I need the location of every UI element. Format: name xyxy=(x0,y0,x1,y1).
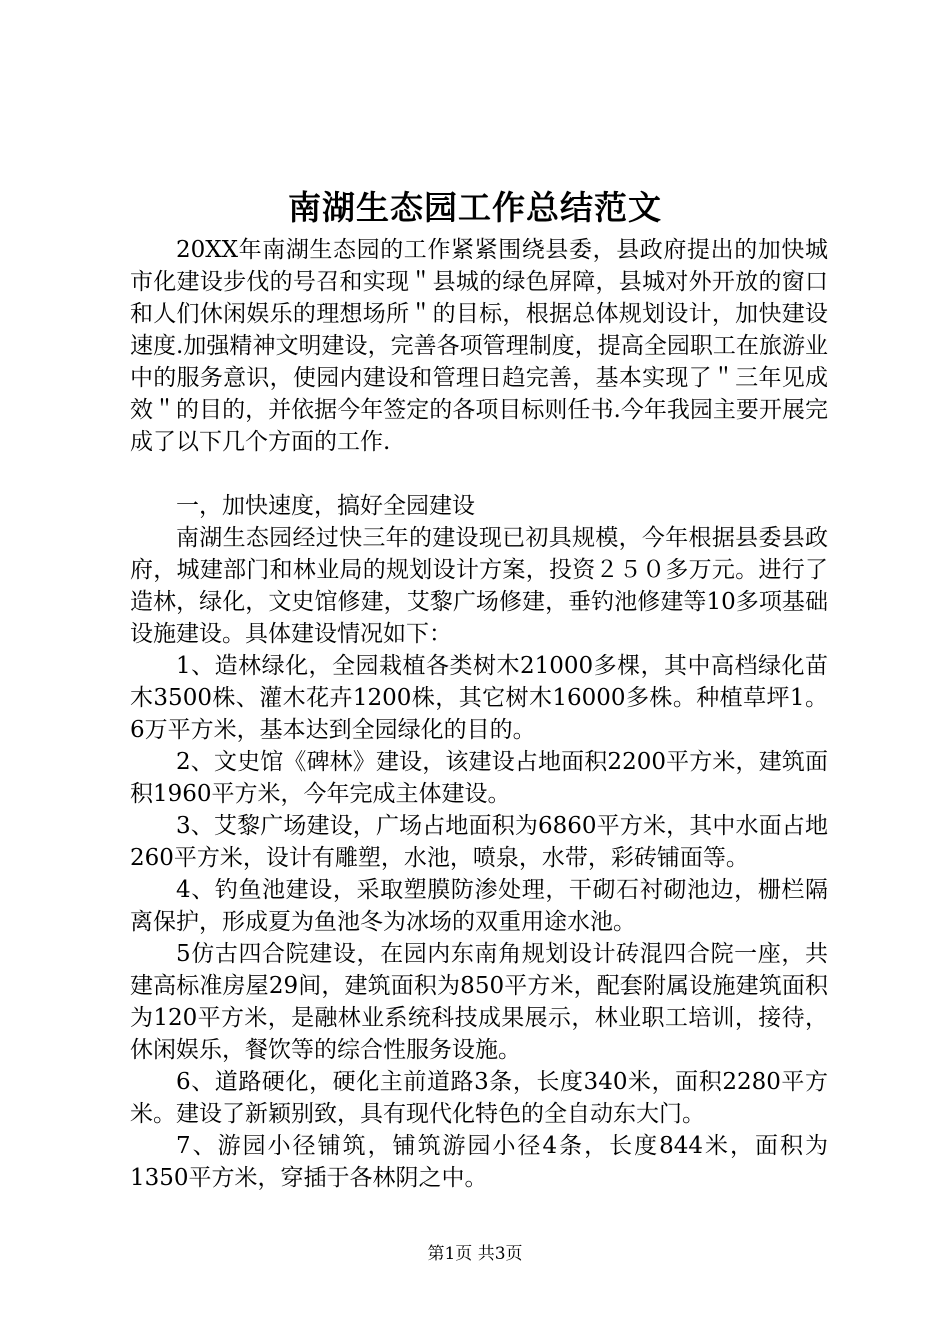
list-item: 4、钓鱼池建设，采取塑膜防渗处理，干砌石衬砌池边，栅栏隔离保护，形成夏为鱼池冬为冰场的双重用途水池。 xyxy=(130,877,828,935)
section-paragraph: 南湖生态园经过快三年的建设现已初具规模，今年根据县委县政府，城建部门和林业局的规划设计方案，投资２５０多万元。进行了造林，绿化，文史馆修建，艾黎广场修建，垂钓池修建等10多项基础设施建设。具体建设情况如下： xyxy=(130,525,828,647)
intro-paragraph: 20XX年南湖生态园的工作紧紧围绕县委，县政府提出的加快城市化建设步伐的号召和实现＂县城的绿色屏障，县城对外开放的窗口和人们休闲娱乐的理想场所＂的目标，根据总体规划设计，加快建设速度.加强精神文明建设，完善各项管理制度，提高全园职工在旅游业中的服务意识，使园内建设和管理日趋完善，基本实现了＂三年见成效＂的目的，并依据今年签定的各项目标则任书.今年我园主要开展完成了以下几个方面的工作. xyxy=(130,237,828,455)
section-heading: 一，加快速度，搞好全园建设 xyxy=(176,493,475,519)
list-item: 6、道路硬化，硬化主前道路3条，长度340米，面积2280平方米。建设了新颖别致，具有现代化特色的全自动东大门。 xyxy=(130,1069,828,1127)
document-body xyxy=(130,234,828,1194)
list-item: 5仿古四合院建设，在园内东南角规划设计砖混四合院一座，共建高标准房屋29间，建筑面积为850平方米，配套附属设施建筑面积为120平方米，是融林业系统科技成果展示，林业职工培训，接待，休闲娱乐，餐饮等的综合性服务设施。 xyxy=(130,941,828,1063)
list-item: 2、文史馆《碑林》建设，该建设占地面积2200平方米，建筑面积1960平方米，今年完成主体建设。 xyxy=(130,749,828,807)
page-number-footer: 第1页 共3页 xyxy=(427,1244,523,1264)
list-item: 1、造林绿化，全园栽植各类树木21000多棵，其中高档绿化苗木3500株、灌木花卉1200株，其它树木16000多株。种植草坪1。6万平方米，基本达到全园绿化的目的。 xyxy=(130,653,828,743)
list-item: 7、游园小径铺筑，铺筑游园小径4条，长度844米，面积为1350平方米，穿插于各林阴之中。 xyxy=(130,1133,828,1191)
list-item: 3、艾黎广场建设，广场占地面积为6860平方米，其中水面占地260平方米，设计有雕塑，水池，喷泉，水带，彩砖铺面等。 xyxy=(130,813,828,871)
document-title: 南湖生态园工作总结范文 xyxy=(288,188,662,227)
